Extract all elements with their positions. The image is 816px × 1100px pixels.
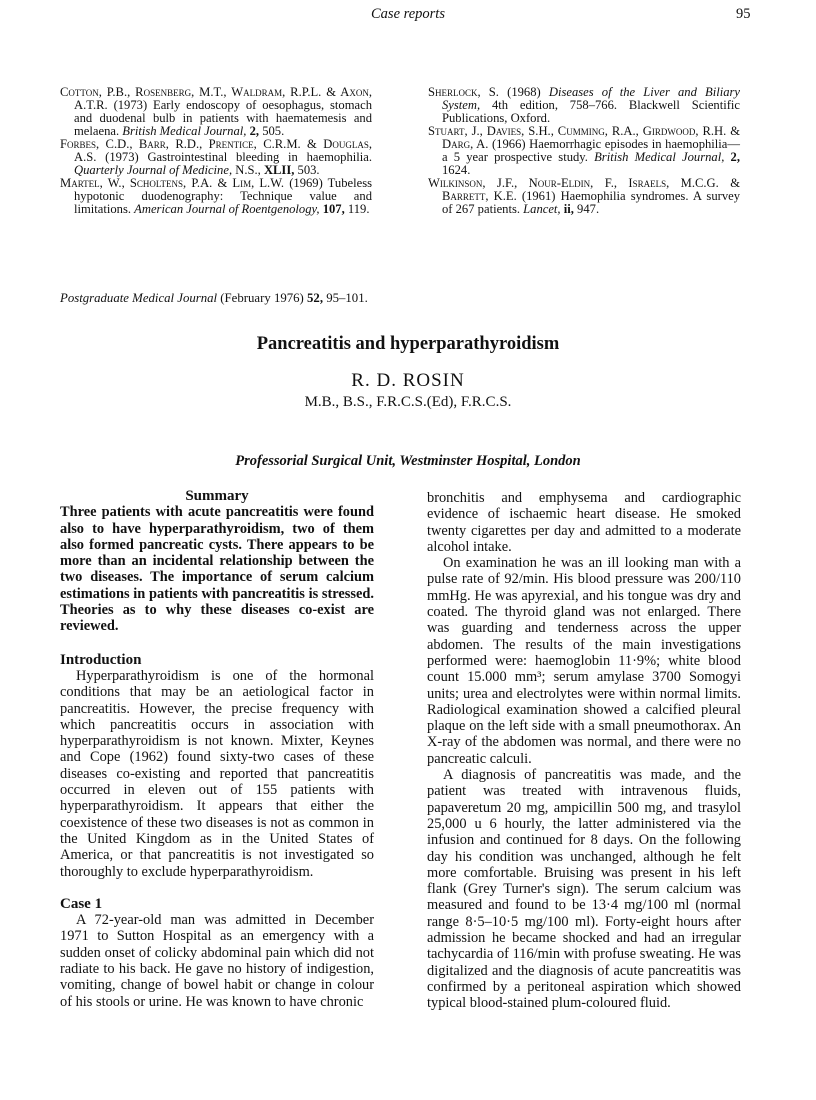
ref-pages: 947. [573,202,600,216]
right-column [427,490,741,1012]
ref-pages: 503. [294,163,320,177]
ref-volume: 2, [730,150,740,164]
ref-journal: Diseases of the Liver and Biliary System, [442,85,741,112]
ref-authors: Stuart, J., Davies, S.H., Cumming, R.A., Girdwood, R.H. & Darg, A. [428,124,740,151]
citation-pages: 95–101. [323,291,368,305]
ref-text: (1968) [498,85,549,99]
ref-journal: Lancet, [523,202,561,216]
citation-date: (February 1976) [217,291,308,305]
reference [60,86,372,138]
examination-paragraph: On examination he was an ill looking man with a pulse rate of 92/min. His blood pressure was 200/110 mmHg. He was apyrexial, and his tongue was dry and coated. The thyroid gland was not enlarged. There was guarding and tenderness across the upper abdomen. The results of the main investigations performed were: haemoglobin 11·9%; white blood count 15.000 mm³; serum amylase 3700 Somogyi units; urea and electrolytes were within normal limits. Radiological examination showed a calcified pleural plaque on the left side with a small pneumothorax. An X-ray of the abdomen was normal, and there were no pancreatic calculi. [427,555,741,767]
journal-citation [60,291,368,306]
ref-volume: ii, [563,202,574,216]
summary-text: Three patients with acute pancreatitis were found also to have hyperparathyroidism, two of them also formed pancreatic cysts. There appears to be more than an incidental relationship between the two diseases. The importance of serum calcium estimations in patients with pancreatitis is stressed. Theories as to why these diseases co-exist are reviewed. [60,504,374,635]
introduction-heading: Introduction [60,651,142,668]
ref-pages: 4th edition, 758–766. Blackwell Scientific Publications, Oxford. [442,98,740,125]
ref-mid: N.S., [232,163,264,177]
ref-pages: 119. [344,202,370,216]
ref-text: (1961) Haemophilia syndromes. A survey of 267 patients. [442,189,740,216]
ref-journal: American Journal of Roentgenology, [134,202,320,216]
ref-text: (1973) Early endoscopy of oesophagus, stomach and duodenal bulb in patients with haematemesis and melaena. [74,98,372,138]
article-author: R. D. ROSIN [351,370,465,391]
ref-authors: Cotton, P.B., Rosenberg, M.T., Waldram, R.P.L. & Axon, A.T.R. [60,85,372,112]
summary-heading: Summary [185,488,249,504]
reference [60,138,372,177]
ref-authors: Forbes, C.D., Barr, R.D., Prentice, C.R.M. & Douglas, A.S. [60,137,372,164]
ref-pages: 505. [259,124,285,138]
case1-heading: Case 1 [60,895,103,912]
ref-authors: Martel, W., Scholtens, P.A. & Lim, L.W. [60,176,285,190]
author-affiliation: Professorial Surgical Unit, Westminster Hospital, London [235,453,581,469]
references-left [60,86,372,216]
left-column [60,488,374,1010]
page-number: 95 [736,6,751,22]
case1-paragraph: A 72-year-old man was admitted in December 1971 to Sutton Hospital as an emergency with a sudden onset of colicky abdominal pain which did not radiate to his back. He gave no history of indigestion, vomiting, change of bowel habit or change in colour of his stools or urine. He was known to have chronic [60,912,374,1010]
ref-text: (1973) Gastrointestinal bleeding in haemophilia. [96,150,372,164]
ref-journal: British Medical Journal, [594,150,725,164]
reference [428,86,740,125]
ref-volume: 107, [322,202,345,216]
citation-journal: Postgraduate Medical Journal [60,291,218,305]
citation-volume: 52, [307,291,324,305]
case1-paragraph-continued: bronchitis and emphysema and cardiographic evidence of ischaemic heart disease. He smoked twenty cigarettes per day and admitted to a moderate alcohol intake. [427,490,741,555]
reference [428,125,740,177]
ref-authors: Wilkinson, J.F., Nour-Eldin, F., Israels, M.C.G. & Barrett, K.E. [428,176,740,203]
ref-journal: British Medical Journal, [122,124,247,138]
ref-volume: XLII, [263,163,295,177]
ref-volume: 2, [249,124,260,138]
ref-text: (1966) Haemorrhagic episodes in haemophilia—a 5 year prospective study. [442,137,740,164]
ref-text: (1969) Tubeless hypotonic duodenography: Technique value and limitations. [74,176,373,216]
article-title: Pancreatitis and hyperparathyroidism [256,334,560,354]
reference [60,177,372,216]
ref-pages: 1624. [442,163,471,177]
reference [428,177,740,216]
introduction-text: Hyperparathyroidism is one of the hormonal conditions that may be an aetiological factor in pancreatitis. However, the precise frequency with which pancreatitis occurs in association with hyperparathyroidism is not known. Mixter, Keynes and Cope (1962) found sixty-two cases of these diseases co-existing and reported that pancreatitis occurred in eleven out of 155 patients with hyperparathyroidism. It appears that either the coexistence of these two diseases is not as common in the United Kingdom as in the United States of America, or that pancreatitis is not investigated so thoroughly to exclude hyperparathyroidism. [60,667,374,880]
references-right [428,86,740,216]
ref-journal: Quarterly Journal of Medicine, [74,163,233,177]
ref-authors: Sherlock, S. [428,85,499,99]
author-degrees: M.B., B.S., F.R.C.S.(Ed), F.R.C.S. [304,394,512,410]
diagnosis-paragraph: A diagnosis of pancreatitis was made, and the patient was treated with intravenous fluids, papaveretum 20 mg, ampicillin 500 mg, and trasylol 25,000 u 6 hourly, the latter administered via the infusion and continued for 8 days. On the following day his condition was unchanged, although he felt more comfortable. Bruising was present in his left flank (Grey Turner's sign). The serum calcium was measured and found to be 13·4 mg/100 ml (normal range 8·5–10·5 mg/100 ml). Forty-eight hours after admission he became shocked and had an irregular tachycardia of 116/min with profuse sweating. He was digitalized and the diagnosis of acute pancreatitis was confirmed by a peritoneal aspiration which showed typical blood-stained plum-coloured fluid. [427,767,741,1012]
running-head: Case reports [371,6,445,22]
